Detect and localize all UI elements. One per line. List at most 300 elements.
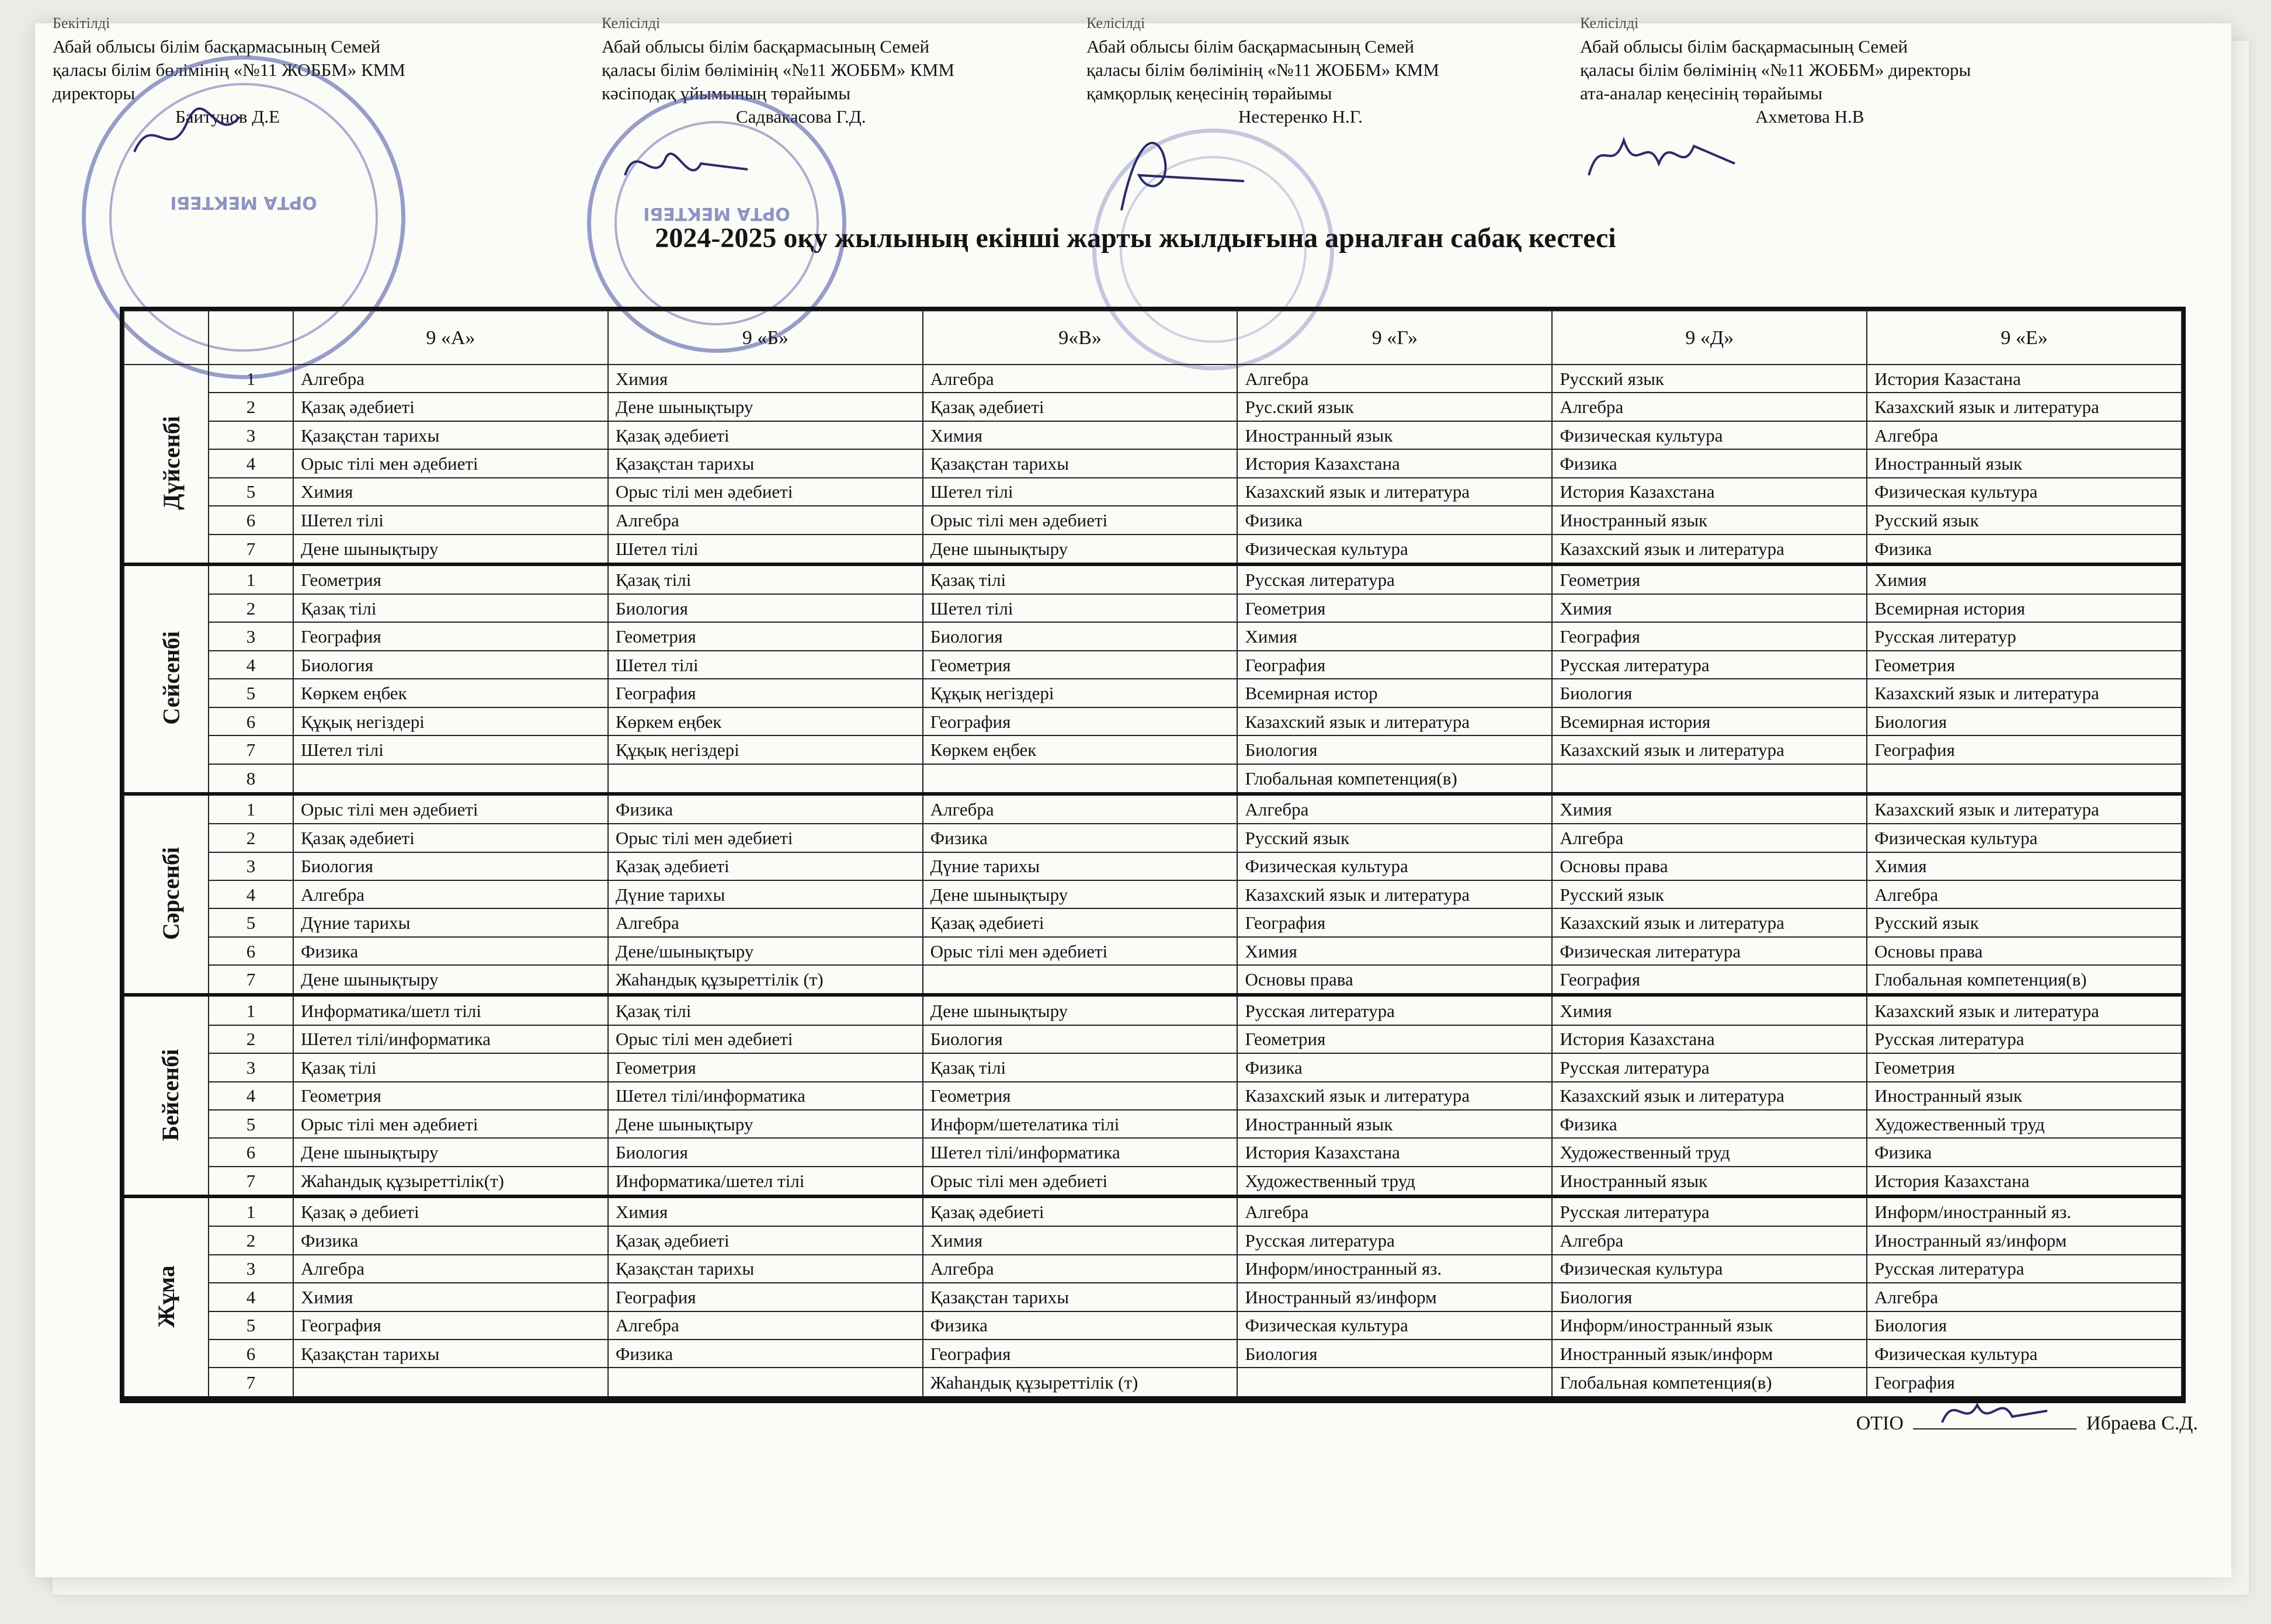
lesson-cell: Физическая культура <box>1237 1311 1552 1340</box>
lesson-cell: Дене шынықтыру <box>923 995 1238 1025</box>
lesson-cell: История Казахстана <box>1867 1167 2182 1196</box>
lesson-cell: Физическая культура <box>1237 852 1552 880</box>
lesson-row <box>124 506 2182 534</box>
lesson-cell: Русский язык <box>1867 506 2182 534</box>
lesson-cell <box>923 764 1238 794</box>
approval-line: ата-аналар кеңесінің төрайымы <box>1580 83 1823 103</box>
approval-name: Нестеренко Н.Г. <box>1238 106 1363 127</box>
lesson-cell: Қазақстан тарихы <box>608 1255 923 1283</box>
lesson-cell: Физическая культура <box>1867 824 2182 852</box>
schedule-table-frame <box>120 307 2186 1403</box>
lesson-number: 2 <box>209 393 293 421</box>
lesson-row <box>124 622 2182 650</box>
lesson-cell: Иностранный язык/информ <box>1552 1340 1867 1368</box>
lesson-cell: Геометрия <box>923 1082 1238 1110</box>
lesson-cell: Казахский язык и литература <box>1552 535 1867 564</box>
lesson-row <box>124 679 2182 707</box>
signature-footer <box>1936 1387 2053 1434</box>
lesson-row <box>124 1255 2182 1283</box>
approval-label: Келісілді <box>602 15 661 32</box>
lesson-row <box>124 937 2182 965</box>
lesson-cell: Дене шынықтыру <box>608 393 923 421</box>
lesson-cell: Иностранный язык <box>1237 421 1552 449</box>
lesson-cell: Казахский язык и литература <box>1237 880 1552 908</box>
lesson-cell: Дүние тарихы <box>293 908 608 936</box>
lesson-number: 2 <box>209 594 293 622</box>
lesson-row <box>124 564 2182 594</box>
lesson-number: 7 <box>209 965 293 995</box>
lesson-cell: Алгебра <box>293 880 608 908</box>
lesson-row <box>124 1340 2182 1368</box>
approval-line: Абай облысы білім басқармасының Семей <box>602 36 930 57</box>
lesson-cell: Физика <box>1552 1110 1867 1138</box>
lesson-cell: Алгебра <box>293 365 608 393</box>
lesson-cell: Алгебра <box>923 365 1238 393</box>
lesson-cell: Алгебра <box>923 1255 1238 1283</box>
lesson-row <box>124 965 2182 995</box>
lesson-cell: Алгебра <box>923 794 1238 824</box>
lesson-cell: Русский язык <box>1237 824 1552 852</box>
lesson-row <box>124 535 2182 564</box>
lesson-cell: Русская литература <box>1237 564 1552 594</box>
lesson-number: 6 <box>209 707 293 735</box>
lesson-cell: Физика <box>608 794 923 824</box>
lesson-number: 4 <box>209 1082 293 1110</box>
lesson-cell: Алгебра <box>1237 794 1552 824</box>
lesson-cell: Физика <box>1552 449 1867 477</box>
lesson-number: 6 <box>209 506 293 534</box>
lesson-cell: Казахский язык и литература <box>1867 393 2182 421</box>
lesson-number: 4 <box>209 651 293 679</box>
lesson-cell: Казахский язык и литература <box>1867 794 2182 824</box>
lesson-cell: Иностранный язык <box>1237 1110 1552 1138</box>
lesson-cell: Орыс тілі мен әдебиеті <box>923 937 1238 965</box>
approval-line: қамқорлық кеңесінің төрайымы <box>1086 83 1332 103</box>
lesson-row <box>124 852 2182 880</box>
lesson-cell: Құқық негіздері <box>293 707 608 735</box>
lesson-number: 5 <box>209 1311 293 1340</box>
lesson-number: 2 <box>209 1025 293 1053</box>
lesson-number: 1 <box>209 995 293 1025</box>
lesson-row <box>124 1082 2182 1110</box>
lesson-cell: Иностранный язык <box>1867 449 2182 477</box>
approval-name: Садвакасова Г.Д. <box>736 106 866 127</box>
lesson-cell: Русский язык <box>1552 880 1867 908</box>
lesson-cell: Қазақ әдебиеті <box>608 1226 923 1254</box>
day-name: Сейсенбі <box>158 631 185 726</box>
lesson-cell: География <box>608 679 923 707</box>
lesson-number: 1 <box>209 365 293 393</box>
lesson-cell: Алгебра <box>1237 1196 1552 1226</box>
lesson-row <box>124 594 2182 622</box>
class-header: 9 «А» <box>293 311 608 365</box>
lesson-number: 6 <box>209 1138 293 1166</box>
lesson-cell: Алгебра <box>1237 365 1552 393</box>
lesson-cell: Физическая культура <box>1867 478 2182 506</box>
lesson-cell: Казахский язык и литература <box>1867 679 2182 707</box>
signature-union <box>619 134 753 199</box>
lesson-cell: Қазақ әдебиеті <box>923 393 1238 421</box>
lesson-cell: Шетел тілі/информатика <box>923 1138 1238 1166</box>
lesson-cell: Основы права <box>1552 852 1867 880</box>
lesson-cell: Русская литература <box>1552 1196 1867 1226</box>
lesson-cell: Русская литератур <box>1867 622 2182 650</box>
approval-name: Баитунов Д.Е <box>175 106 280 127</box>
lesson-row <box>124 421 2182 449</box>
lesson-cell: Физическая культура <box>1552 421 1867 449</box>
lesson-cell: Физическая литература <box>1552 937 1867 965</box>
lesson-cell: Алгебра <box>293 1255 608 1283</box>
lesson-number: 1 <box>209 794 293 824</box>
approval-label: Келісілді <box>1086 15 1145 32</box>
lesson-number: 7 <box>209 1167 293 1196</box>
lesson-cell: Физика <box>293 1226 608 1254</box>
lesson-cell: Геометрия <box>293 1082 608 1110</box>
lesson-cell <box>608 1368 923 1398</box>
day-label-cell <box>124 564 209 794</box>
lesson-cell: Физика <box>1237 506 1552 534</box>
lesson-cell: Информ/иностранный яз. <box>1237 1255 1552 1283</box>
lesson-cell: Орыс тілі мен әдебиеті <box>293 794 608 824</box>
approval-line: қаласы білім бөлімінің «№11 ЖОББМ» КММ <box>1086 60 1439 80</box>
lesson-cell: Художественный труд <box>1867 1110 2182 1138</box>
lesson-cell: Жаһандық құзыреттілік(т) <box>293 1167 608 1196</box>
class-header: 9 «Д» <box>1552 311 1867 365</box>
lesson-cell: Физика <box>1237 1053 1552 1081</box>
lesson-number: 3 <box>209 421 293 449</box>
lesson-cell: Физика <box>923 1311 1238 1340</box>
lesson-cell: История Казахстана <box>1237 1138 1552 1166</box>
lesson-cell: География <box>923 707 1238 735</box>
lesson-cell: Дүние тарихы <box>923 852 1238 880</box>
lesson-cell: Алгебра <box>1867 880 2182 908</box>
lesson-cell: История Казахстана <box>1552 1025 1867 1053</box>
lesson-cell: Геометрия <box>1237 1025 1552 1053</box>
lesson-cell: Дене шынықтыру <box>293 1138 608 1166</box>
lesson-cell: Казахский язык и литература <box>1552 1082 1867 1110</box>
lesson-cell: Алгебра <box>608 506 923 534</box>
lesson-cell: Орыс тілі мен әдебиеті <box>293 1110 608 1138</box>
lesson-cell: Химия <box>1552 995 1867 1025</box>
lesson-cell: Геометрия <box>293 564 608 594</box>
lesson-cell: Информ/иностранный язык <box>1552 1311 1867 1340</box>
lesson-cell: Қазақ әдебиеті <box>608 852 923 880</box>
approval-line: Абай облысы білім басқармасының Семей <box>1086 36 1415 57</box>
lesson-cell: Биология <box>1237 1340 1552 1368</box>
lesson-cell: Рус.ский язык <box>1237 393 1552 421</box>
lesson-cell: Русская литература <box>1552 1053 1867 1081</box>
lesson-cell: Алгебра <box>1867 1283 2182 1311</box>
lesson-cell: Алгебра <box>608 1311 923 1340</box>
lesson-cell: География <box>608 1283 923 1311</box>
lesson-cell: Казахский язык и литература <box>1237 1082 1552 1110</box>
day-name: Дүйсенбі <box>158 416 185 510</box>
lesson-row <box>124 824 2182 852</box>
lesson-cell: Биология <box>923 622 1238 650</box>
lesson-cell: Шетел тілі <box>608 535 923 564</box>
lesson-number: 7 <box>209 735 293 764</box>
lesson-cell: Қазақстан тарихы <box>923 449 1238 477</box>
lesson-cell: Химия <box>1552 794 1867 824</box>
lesson-cell: Алгебра <box>1552 393 1867 421</box>
lesson-cell: Биология <box>923 1025 1238 1053</box>
lesson-cell: Всемирная история <box>1867 594 2182 622</box>
lesson-cell: Дене шынықтыру <box>923 880 1238 908</box>
lesson-cell: Шетел тілі <box>608 651 923 679</box>
class-header: 9«В» <box>923 311 1238 365</box>
lesson-cell: Химия <box>1867 564 2182 594</box>
lesson-cell: Қазақ тілі <box>608 995 923 1025</box>
lesson-number: 3 <box>209 852 293 880</box>
lesson-number: 5 <box>209 908 293 936</box>
lesson-cell: География <box>1237 908 1552 936</box>
day-label-cell <box>124 794 209 995</box>
lesson-cell: Информатика/шетл тілі <box>293 995 608 1025</box>
seal-stamp-union: ОРТА МЕКТЕБІ <box>587 93 846 353</box>
lesson-cell: Орыс тілі мен әдебиеті <box>608 478 923 506</box>
lesson-cell: Физика <box>293 937 608 965</box>
lesson-cell: Глобальная компетенция(в) <box>1552 1368 1867 1398</box>
lesson-cell: Русская литература <box>1867 1255 2182 1283</box>
lesson-row <box>124 1025 2182 1053</box>
lesson-cell: География <box>1552 622 1867 650</box>
corner-cell <box>124 311 209 365</box>
lesson-cell: Көркем еңбек <box>293 679 608 707</box>
approval-line: қаласы білім бөлімінің «№11 ЖОББМ» КММ <box>602 60 954 80</box>
lesson-cell: Биология <box>1867 1311 2182 1340</box>
lesson-row <box>124 880 2182 908</box>
day-name: Жұма <box>153 1265 179 1328</box>
lesson-number: 5 <box>209 1110 293 1138</box>
lesson-cell: Всемирная история <box>1552 707 1867 735</box>
lesson-cell: Биология <box>293 852 608 880</box>
lesson-cell: Дүние тарихы <box>608 880 923 908</box>
lesson-cell: Физика <box>1867 535 2182 564</box>
lesson-cell: Казахский язык и литература <box>1237 707 1552 735</box>
lesson-cell: Основы права <box>1237 965 1552 995</box>
lesson-number: 6 <box>209 937 293 965</box>
lesson-cell: Шетел тілі/информатика <box>293 1025 608 1053</box>
lesson-number: 6 <box>209 1340 293 1368</box>
lesson-cell <box>293 1368 608 1398</box>
lesson-cell: Химия <box>1867 852 2182 880</box>
lesson-row <box>124 1196 2182 1226</box>
lesson-cell <box>1552 764 1867 794</box>
corner-cell <box>209 311 293 365</box>
day-label-cell <box>124 1196 209 1398</box>
lesson-cell: Глобальная компетенция(в) <box>1867 965 2182 995</box>
lesson-cell: Шетел тілі <box>923 594 1238 622</box>
lesson-cell: Физика <box>1867 1138 2182 1166</box>
lesson-cell: Основы права <box>1867 937 2182 965</box>
seal-stamp-school: ОРТА МЕКТЕБІ <box>82 55 405 379</box>
lesson-cell: Қазақ әдебиеті <box>923 1196 1238 1226</box>
lesson-row <box>124 908 2182 936</box>
lesson-cell: География <box>1867 1368 2182 1398</box>
lesson-cell: Дене шынықтыру <box>608 1110 923 1138</box>
lesson-cell: История Казастана <box>1867 365 2182 393</box>
lesson-cell: Шетел тілі/информатика <box>608 1082 923 1110</box>
lesson-cell: Биология <box>1237 735 1552 764</box>
footer-label: ОТІО <box>1856 1413 1904 1434</box>
lesson-cell <box>923 965 1238 995</box>
lesson-row <box>124 1368 2182 1398</box>
lesson-cell: История Казахстана <box>1552 478 1867 506</box>
approval-line: директоры <box>53 83 136 103</box>
lesson-row <box>124 478 2182 506</box>
lesson-cell: Құқық негіздері <box>608 735 923 764</box>
lesson-cell: Русский язык <box>1867 908 2182 936</box>
lesson-cell: Қазақ тілі <box>293 1053 608 1081</box>
approval-name: Ахметова Н.В <box>1755 106 1864 127</box>
lesson-cell: Русская литература <box>1867 1025 2182 1053</box>
day-label-cell <box>124 365 209 564</box>
lesson-cell: Шетел тілі <box>923 478 1238 506</box>
lesson-number: 3 <box>209 1255 293 1283</box>
approval-block-parents <box>1580 12 2106 129</box>
lesson-cell: Художественный труд <box>1552 1138 1867 1166</box>
lesson-cell: Казахский язык и литература <box>1552 908 1867 936</box>
schedule-body <box>124 365 2182 1398</box>
schedule-table <box>123 310 2182 1400</box>
lesson-cell: Художественный труд <box>1237 1167 1552 1196</box>
lesson-cell <box>608 764 923 794</box>
lesson-cell: Қазақстан тарихы <box>923 1283 1238 1311</box>
lesson-cell: Физическая культура <box>1237 535 1552 564</box>
lesson-cell: Қазақ тілі <box>923 1053 1238 1081</box>
lesson-row <box>124 1138 2182 1166</box>
lesson-number: 4 <box>209 449 293 477</box>
lesson-number: 3 <box>209 622 293 650</box>
lesson-cell: География <box>923 1340 1238 1368</box>
lesson-row <box>124 1311 2182 1340</box>
lesson-cell: Шетел тілі <box>293 506 608 534</box>
lesson-cell: Химия <box>1237 622 1552 650</box>
lesson-cell: Биология <box>293 651 608 679</box>
lesson-cell: Биология <box>1552 1283 1867 1311</box>
lesson-cell: Казахский язык и литература <box>1552 735 1867 764</box>
day-name: Сәрсенбі <box>158 847 185 941</box>
lesson-cell: Орыс тілі мен әдебиеті <box>293 449 608 477</box>
approval-line: кәсіподақ ұйымының төрайымы <box>602 83 851 103</box>
lesson-cell: Геометрия <box>608 622 923 650</box>
lesson-cell: Химия <box>923 421 1238 449</box>
lesson-cell: Казахский язык и литература <box>1867 995 2182 1025</box>
lesson-cell: Биология <box>1867 707 2182 735</box>
class-header: 9 «Б» <box>608 311 923 365</box>
lesson-cell: Қазақ әдебиеті <box>293 393 608 421</box>
lesson-cell: Всемирная истор <box>1237 679 1552 707</box>
lesson-cell: Русская литература <box>1552 651 1867 679</box>
lesson-cell: География <box>1552 965 1867 995</box>
lesson-number: 2 <box>209 1226 293 1254</box>
lesson-number: 7 <box>209 535 293 564</box>
lesson-cell: Биология <box>608 1138 923 1166</box>
lesson-cell: Орыс тілі мен әдебиеті <box>923 506 1238 534</box>
lesson-cell: Жаһандық құзыреттілік (т) <box>608 965 923 995</box>
lesson-cell: Геометрия <box>1867 1053 2182 1081</box>
lesson-cell: Русская литература <box>1237 995 1552 1025</box>
lesson-number: 1 <box>209 1196 293 1226</box>
lesson-cell: География <box>1867 735 2182 764</box>
lesson-row <box>124 449 2182 477</box>
lesson-number: 5 <box>209 478 293 506</box>
page-title: 2024-2025 оқу жылының екінші жарты жылдығына арналған сабақ кестесі <box>655 223 1616 254</box>
signature-director <box>129 99 245 169</box>
lesson-cell: Казахский язык и литература <box>1237 478 1552 506</box>
lesson-cell: Қазақ тілі <box>293 594 608 622</box>
lesson-cell: Қазақ әдебиеті <box>923 908 1238 936</box>
lesson-number: 2 <box>209 824 293 852</box>
lesson-cell <box>1237 1368 1552 1398</box>
lesson-cell: Геометрия <box>1552 564 1867 594</box>
lesson-cell: Алгебра <box>1552 1226 1867 1254</box>
lesson-cell: Биология <box>608 594 923 622</box>
lesson-row <box>124 794 2182 824</box>
lesson-cell: Физическая культура <box>1552 1255 1867 1283</box>
lesson-number: 4 <box>209 880 293 908</box>
lesson-cell: Геометрия <box>1867 651 2182 679</box>
lesson-cell: Химия <box>608 365 923 393</box>
approval-line: қаласы білім бөлімінің «№11 ЖОББМ» директоры <box>1580 60 1971 80</box>
lesson-cell: Глобальная компетенция(в) <box>1237 764 1552 794</box>
footer-signoff <box>1856 1411 2198 1435</box>
lesson-cell: Иностранный язык <box>1867 1082 2182 1110</box>
lesson-cell: Дене шынықтыру <box>293 965 608 995</box>
lesson-cell: Қазақ тілі <box>608 564 923 594</box>
approval-label: Бекітілді <box>53 15 110 32</box>
lesson-cell <box>293 764 608 794</box>
lesson-row <box>124 735 2182 764</box>
lesson-cell: Химия <box>923 1226 1238 1254</box>
lesson-row <box>124 764 2182 794</box>
lesson-number: 3 <box>209 1053 293 1081</box>
lesson-cell: Дене шынықтыру <box>293 535 608 564</box>
lesson-cell: Информ/иностранный яз. <box>1867 1196 2182 1226</box>
approval-label: Келісілді <box>1580 15 1639 32</box>
class-header: 9 «Е» <box>1867 311 2182 365</box>
footer-name: Ибраева С.Д. <box>2086 1413 2198 1434</box>
lesson-cell: Алгебра <box>608 908 923 936</box>
lesson-cell: Қазақстан тарихы <box>293 1340 608 1368</box>
lesson-cell: Жаһандық құзыреттілік (т) <box>923 1368 1238 1398</box>
lesson-cell: Дене/шынықтыру <box>608 937 923 965</box>
lesson-row <box>124 1226 2182 1254</box>
lesson-cell: Қазақ әдебиеті <box>608 421 923 449</box>
lesson-cell: Қазақстан тарихы <box>293 421 608 449</box>
lesson-cell: Геометрия <box>923 651 1238 679</box>
approval-line: Абай облысы білім басқармасының Семей <box>1580 36 1908 57</box>
lesson-cell: Қазақстан тарихы <box>608 449 923 477</box>
lesson-cell: Иностранный язык <box>1552 1167 1867 1196</box>
lesson-cell: Дене шынықтыру <box>923 535 1238 564</box>
lesson-cell: Көркем еңбек <box>608 707 923 735</box>
lesson-cell: Қазақ әдебиеті <box>293 824 608 852</box>
signature-line <box>1913 1411 2076 1429</box>
lesson-cell: Алгебра <box>1552 824 1867 852</box>
lesson-cell: Шетел тілі <box>293 735 608 764</box>
class-header-row <box>124 311 2182 365</box>
lesson-cell: Алгебра <box>1867 421 2182 449</box>
approval-block-board <box>1086 12 1554 129</box>
lesson-row <box>124 365 2182 393</box>
lesson-row <box>124 651 2182 679</box>
lesson-cell: Химия <box>1237 937 1552 965</box>
lesson-number: 7 <box>209 1368 293 1398</box>
lesson-cell: Физика <box>923 824 1238 852</box>
lesson-cell: Орыс тілі мен әдебиеті <box>608 1025 923 1053</box>
day-label-cell <box>124 995 209 1196</box>
